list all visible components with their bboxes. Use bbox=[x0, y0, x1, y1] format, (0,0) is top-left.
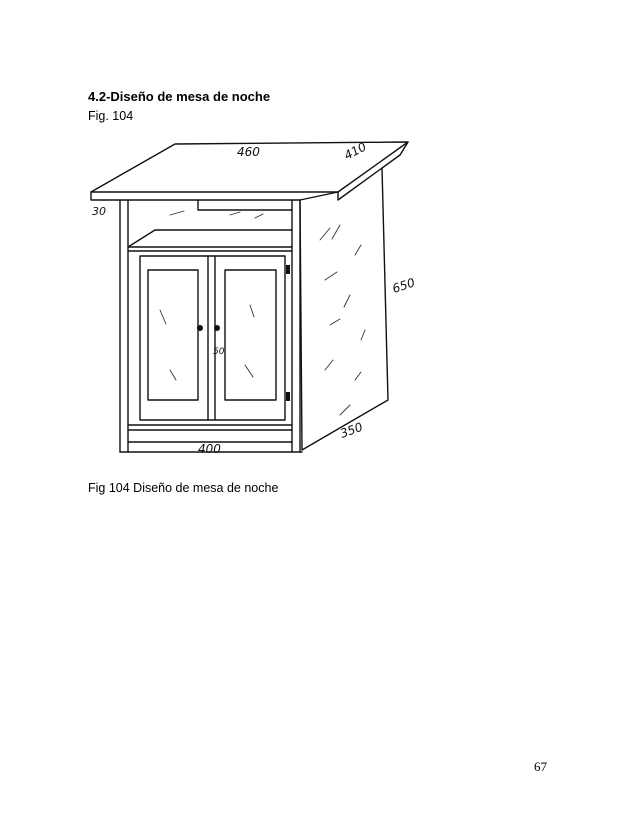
section-heading: 4.2-Diseño de mesa de noche bbox=[88, 89, 271, 104]
dim-top-depth: 410 bbox=[341, 139, 369, 163]
side-panel bbox=[300, 168, 388, 450]
tabletop-front-edge bbox=[91, 192, 338, 200]
left-knob bbox=[197, 325, 203, 331]
door-inner-right bbox=[225, 270, 276, 400]
door-frame bbox=[140, 256, 285, 420]
right-knob bbox=[214, 325, 220, 331]
nightstand-drawing bbox=[80, 130, 430, 465]
door-inner-left bbox=[148, 270, 198, 400]
figure-caption: Fig 104 Diseño de mesa de noche bbox=[88, 481, 279, 495]
hinge-bottom bbox=[286, 392, 290, 401]
figure-label: Fig. 104 bbox=[88, 109, 134, 123]
dim-top-width: 460 bbox=[237, 145, 260, 159]
left-leg bbox=[120, 200, 128, 452]
dim-height: 650 bbox=[390, 275, 417, 296]
dim-depth: 350 bbox=[338, 419, 365, 441]
dim-inner: 50 bbox=[213, 347, 225, 357]
right-leg bbox=[292, 200, 300, 452]
dim-thickness: 30 bbox=[92, 205, 106, 218]
page-number: 67 bbox=[534, 759, 547, 774]
hinge-top bbox=[286, 265, 290, 274]
shelf bbox=[128, 230, 292, 251]
dim-front-width: 400 bbox=[198, 442, 221, 456]
